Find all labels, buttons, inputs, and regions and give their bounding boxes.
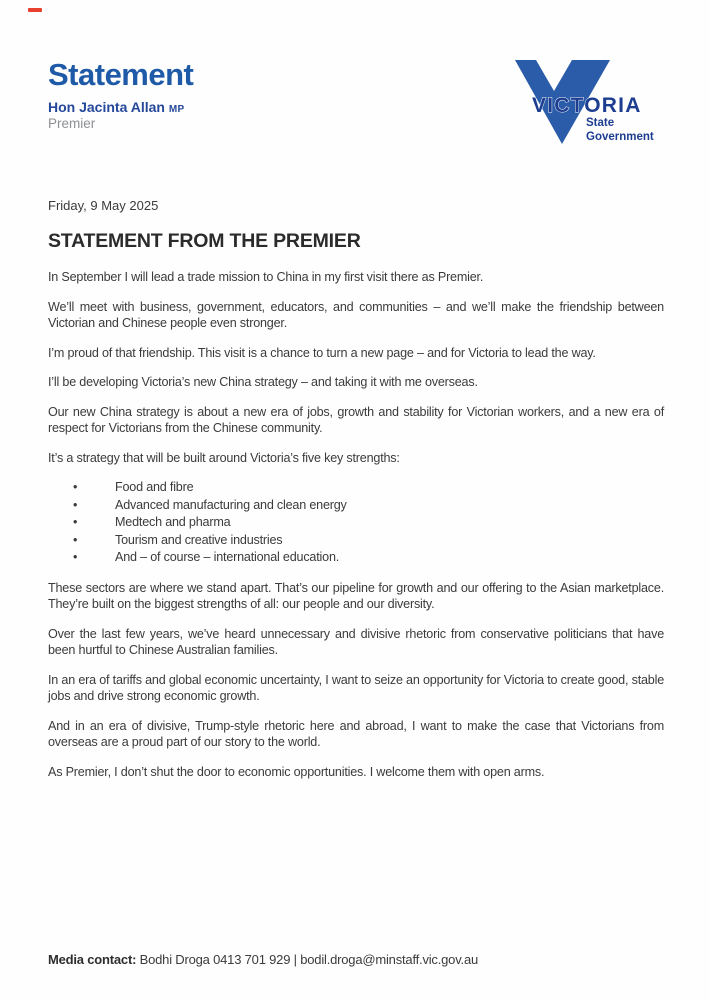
author-mp-suffix: MP xyxy=(168,104,185,116)
body-paragraph: I’ll be developing Victoria’s new China strategy – and taking it with me overseas. xyxy=(48,375,478,389)
scan-artifact-red-mark xyxy=(28,8,42,12)
author-name-text: Hon Jacinta Allan xyxy=(48,99,165,116)
key-strengths-list xyxy=(48,479,664,567)
body-paragraph: These sectors are where we stand apart. That’s our pipeline for growth and our offering to the Asian marketplace. They’re built on the biggest strengths of all: our people and our diversity. xyxy=(48,580,664,612)
body-paragraph: We’ll meet with business, government, educators, and communities – and we’ll make the friendship between Victorian and Chinese people even stronger. xyxy=(48,299,664,330)
body-paragraph: And in an era of divisive, Trump-style rhetoric here and abroad, I want to make the case that Victorians from overseas are a proud part of our story to the world. xyxy=(48,718,664,750)
body-paragraph: In an era of tariffs and global economic uncertainty, I want to seize an opportunity for Victoria to create good, stable jobs and drive strong economic growth. xyxy=(48,672,664,704)
author-role: Premier xyxy=(48,115,96,131)
media-contact-label: Media contact: xyxy=(48,952,137,967)
list-item-label: Medtech and pharma xyxy=(115,515,231,530)
victoria-logo-icon xyxy=(510,58,668,150)
list-item xyxy=(48,532,664,550)
bullet-icon: • xyxy=(73,497,78,512)
document-body xyxy=(48,198,664,780)
bullet-icon: • xyxy=(73,515,78,530)
list-item xyxy=(48,549,664,567)
media-contact-line xyxy=(48,952,665,967)
list-item-label: Food and fibre xyxy=(115,480,194,494)
logo-sub-line1: State xyxy=(586,117,615,129)
body-paragraph: Over the last few years, we’ve heard unnecessary and divisive rhetoric from conservative politicians that have been hurtful to Chinese Australian families. xyxy=(48,626,664,658)
logo-sub-line2: Government xyxy=(586,131,654,143)
list-item xyxy=(48,514,664,532)
list-item xyxy=(48,479,664,497)
list-item-label: Advanced manufacturing and clean energy xyxy=(115,497,347,512)
list-item xyxy=(48,497,664,515)
logo-wordmark: VICTORIA xyxy=(532,94,642,117)
body-paragraph: In September I will lead a trade mission to China in my first visit there as Premier. xyxy=(48,270,484,284)
bullet-icon: • xyxy=(73,480,78,494)
body-paragraph: It’s a strategy that will be built around Victoria’s five key strengths: xyxy=(48,450,400,465)
list-item-label: And – of course – international education. xyxy=(115,550,340,565)
list-item-label: Tourism and creative industries xyxy=(115,532,283,547)
masthead-title: Statement xyxy=(48,57,194,92)
body-paragraph: I’m proud of that friendship. This visit is a chance to turn a new page – and for Victoria to lead the way. xyxy=(48,345,596,360)
bullet-icon: • xyxy=(73,532,78,547)
date-line: Friday, 9 May 2025 xyxy=(48,198,159,213)
media-contact-details: Bodhi Droga 0413 701 929 | bodil.droga@minstaff.vic.gov.au xyxy=(136,952,479,967)
body-paragraph: Our new China strategy is about a new era of jobs, growth and stability for Victorian workers, and a new era of respect for Victorians from the Chinese community. xyxy=(48,404,664,435)
bullet-icon: • xyxy=(73,550,78,565)
victoria-state-government-logo xyxy=(510,58,668,150)
statement-heading: STATEMENT FROM THE PREMIER xyxy=(48,230,361,252)
body-paragraph: As Premier, I don’t shut the door to economic opportunities. I welcome them with open arms. xyxy=(48,764,545,779)
